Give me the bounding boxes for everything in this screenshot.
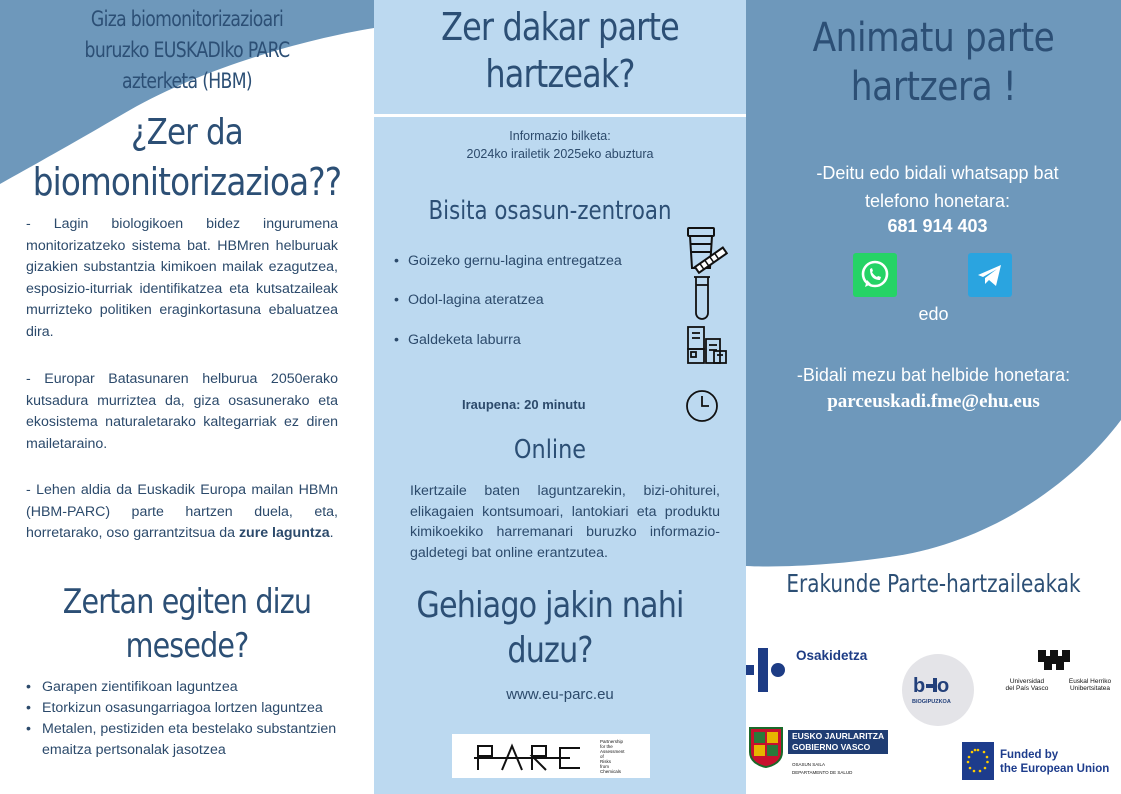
mail-instructions: -Bidali mezu bat helbide honetara: bbox=[796, 365, 1071, 385]
basque-government-logo bbox=[746, 724, 891, 784]
eu-text: Funded by bbox=[1000, 749, 1059, 761]
biomonitoring-question: ¿Zer da bbox=[131, 112, 243, 153]
ehu-text: Euskal Herriko bbox=[1068, 678, 1112, 685]
more-info-heading: Gehiago jakin nahi duzu? bbox=[416, 585, 684, 671]
right-panel bbox=[746, 0, 1121, 794]
gov-dept-text: DEPARTAMENTO DE SALUD bbox=[792, 770, 853, 775]
call-instructions: -Deitu edo bidali whatsapp bat telefono honetara: bbox=[816, 163, 1059, 211]
whatsapp-icon[interactable] bbox=[853, 253, 897, 297]
visit-item: • Galdeketa laburra bbox=[408, 330, 521, 350]
website-link[interactable]: www.eu-parc.eu bbox=[506, 686, 614, 703]
test-tube-icon bbox=[692, 275, 712, 323]
online-heading: Online bbox=[513, 435, 587, 465]
parc-sub-text: Chemicals bbox=[600, 769, 622, 774]
list-item: • Etorkizun osasungarriagoa lortzen laguntzea bbox=[24, 698, 354, 719]
parc-sub-text: of bbox=[600, 754, 604, 759]
clock-icon bbox=[685, 389, 719, 423]
ehu-text: Unibertsitatea bbox=[1069, 685, 1111, 692]
parc-sub-text: from bbox=[600, 764, 609, 769]
divider bbox=[374, 114, 746, 117]
collection-period: Informazio bilketa: 2024ko irailetik 2025eko abuztura bbox=[466, 129, 654, 161]
osakidetza-text: Osakidetza bbox=[796, 648, 868, 663]
questionnaire-icon bbox=[686, 325, 728, 365]
upv-text: Universidad bbox=[1009, 678, 1045, 685]
visit-item: • Goizeko gernu-lagina entregatzea bbox=[408, 251, 622, 271]
visit-heading: Bisita osasun-zentroan bbox=[428, 196, 672, 226]
svg-text:b: b bbox=[913, 675, 926, 696]
benefit-heading: Zertan egiten dizu mesede? bbox=[62, 582, 312, 666]
gov-text: GOBIERNO VASCO bbox=[792, 742, 871, 752]
eu-funding-logo bbox=[962, 742, 1120, 782]
parc-sub-text: Partnership bbox=[600, 739, 624, 744]
list-item: • Metalen, pestiziden eta bestelako substantzien emaitza pertsonalak jasotzea bbox=[24, 719, 354, 761]
parc-logo bbox=[452, 734, 650, 778]
urine-cup-icon bbox=[682, 226, 728, 274]
your-help-emphasis: zure laguntza bbox=[238, 525, 330, 541]
benefit-list bbox=[24, 677, 354, 761]
biomonitoring-question-line2: biomonitorizazioa?? bbox=[32, 160, 342, 204]
or-label: edo bbox=[918, 304, 949, 324]
parc-sub-text: for the bbox=[600, 744, 613, 749]
list-item: • Garapen zientifikoan laguntzea bbox=[24, 677, 354, 698]
svg-text:o: o bbox=[937, 675, 950, 696]
study-title: Giza biomonitorizazioari buruzko EUSKADIko PARC azterketa (HBM) bbox=[84, 7, 290, 93]
online-paragraph: Ikertzaile baten laguntzarekin, bizi-ohiturei, elikagaien kontsumoari, lantokiari eta produktu kimikoekiko harremanari buruzko informazio-galdetegi bat online erantzutea. bbox=[410, 483, 720, 561]
gov-dept-text: OSASUN SAILA bbox=[792, 762, 826, 767]
biogipuzkoa-text: BIOGIPUZKOA bbox=[912, 699, 951, 705]
visit-item: • Odol-lagina ateratzea bbox=[408, 290, 544, 310]
eu-goal-paragraph: - Europar Batasunaren helburua 2050erako kutsadura murriztea da, giza osasunerako eta ekosistema naturaletarako kaltegarriak ez diren mailetaraino. bbox=[26, 371, 338, 452]
phone-number[interactable]: 681 914 403 bbox=[887, 216, 988, 236]
eu-text: the European Union bbox=[1000, 763, 1110, 775]
left-panel bbox=[0, 0, 374, 794]
parc-sub-text: Risks bbox=[600, 759, 611, 764]
middle-panel bbox=[374, 0, 746, 794]
osakidetza-logo bbox=[746, 646, 886, 694]
first-time-paragraph: - Lehen aldia da Euskadik Europa mailan HBMn (HBM-PARC) parte hartzen duela, eta, horretarako, oso garrantzitsua da zure laguntza. bbox=[26, 482, 338, 541]
encourage-heading: Animatu parte hartzera ! bbox=[812, 15, 1055, 110]
definition-paragraph: - Lagin biologikoen bidez ingurumena monitorizatzeko sistema bat. HBMren helburuak gizakien substantzia kimikoen mailak ezagutzea, esposizio-iturriak identifikatzea eta kutsatzaileak murrizteko politiken eraginkortasuna ebaluatzea dira. bbox=[26, 216, 338, 340]
parc-sub-text: Assessment bbox=[600, 749, 625, 754]
eu-flag-icon bbox=[962, 742, 994, 780]
parc-logo-mark bbox=[474, 742, 594, 772]
telegram-icon[interactable] bbox=[968, 253, 1012, 297]
gov-text: EUSKO JAURLARITZA bbox=[792, 731, 885, 741]
biogipuzkoa-logo bbox=[902, 654, 974, 726]
participation-heading: Zer dakar parte hartzeak? bbox=[441, 5, 679, 96]
organizations-heading: Erakunde Parte-hartzaileakak bbox=[786, 569, 1081, 598]
upv-ehu-logo bbox=[992, 642, 1118, 698]
duration-label: Iraupena: 20 minutu bbox=[462, 397, 586, 412]
email-link[interactable]: parceuskadi.fme@ehu.eus bbox=[827, 391, 1040, 412]
upv-text: del País Vasco bbox=[1005, 685, 1049, 692]
